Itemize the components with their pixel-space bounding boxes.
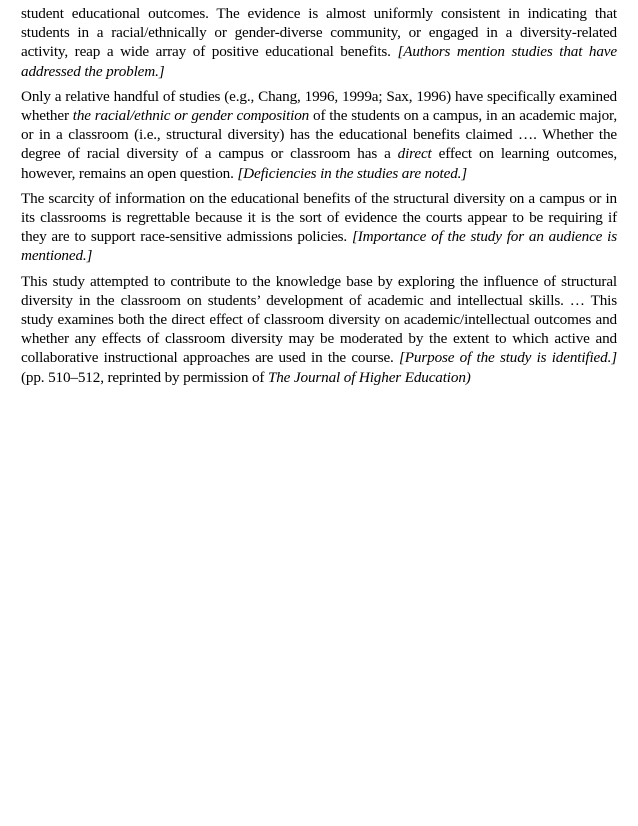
italic-phrase: direct [397,145,432,163]
text-span: student educational outcomes. The evidence is almost uniformly consistent in indicating that students in a racial/ethnically or gender-diverse community, or engaged in a diversity-related activity, reap a wide array of positive educational benefits. [21,5,617,61]
citation-text: (pp. 510–512, reprinted by permission of [21,368,268,386]
paragraph-4 [21,272,617,387]
italic-phrase: the racial/ethnic or gender composition [72,107,310,125]
text-span: The scarcity of information on the educational benefits of the structural diversity on a campus or in its classrooms is regrettable because it is the sort of evidence the courts appear to be requiring if they are to support race-sensitive admissions policies. [21,189,617,246]
text-span: Only a relative handful of studies (e.g., Chang, 1996, 1999a; Sax, 1996) have specifically examined whether [21,87,617,125]
journal-title: The Journal of Higher Education) [267,368,471,386]
annotation-italic: [Authors mention studies that have addressed the problem.] [21,43,617,80]
annotation-italic: [Importance of the study for an audience is mentioned.] [21,228,617,265]
paragraph-3 [21,189,617,266]
text-span: effect on learning outcomes, however, remains an open question. [21,145,618,182]
annotation-italic: [Purpose of the study is identified.] [399,349,618,367]
text-span: of the students on a campus, in an academic major, or in a classroom (i.e., structural diversity) has the educational benefits claimed …. Whether the degree of racial diversity of a campus or classroom has a [21,107,617,163]
paragraph-2 [21,87,617,183]
paragraph-1 [21,4,617,81]
annotation-italic: [Deficiencies in the studies are noted.] [237,164,468,182]
text-span: This study attempted to contribute to the knowledge base by exploring the influence of structural diversity in the classroom on students’ development of academic and intellectual skills. … This study examines both the direct effect of classroom diversity on academic/intellectual outcomes and whether any effects of classroom diversity may be moderated by the extent to which active and collaborative instructional approaches are used in the course. [21,272,617,367]
